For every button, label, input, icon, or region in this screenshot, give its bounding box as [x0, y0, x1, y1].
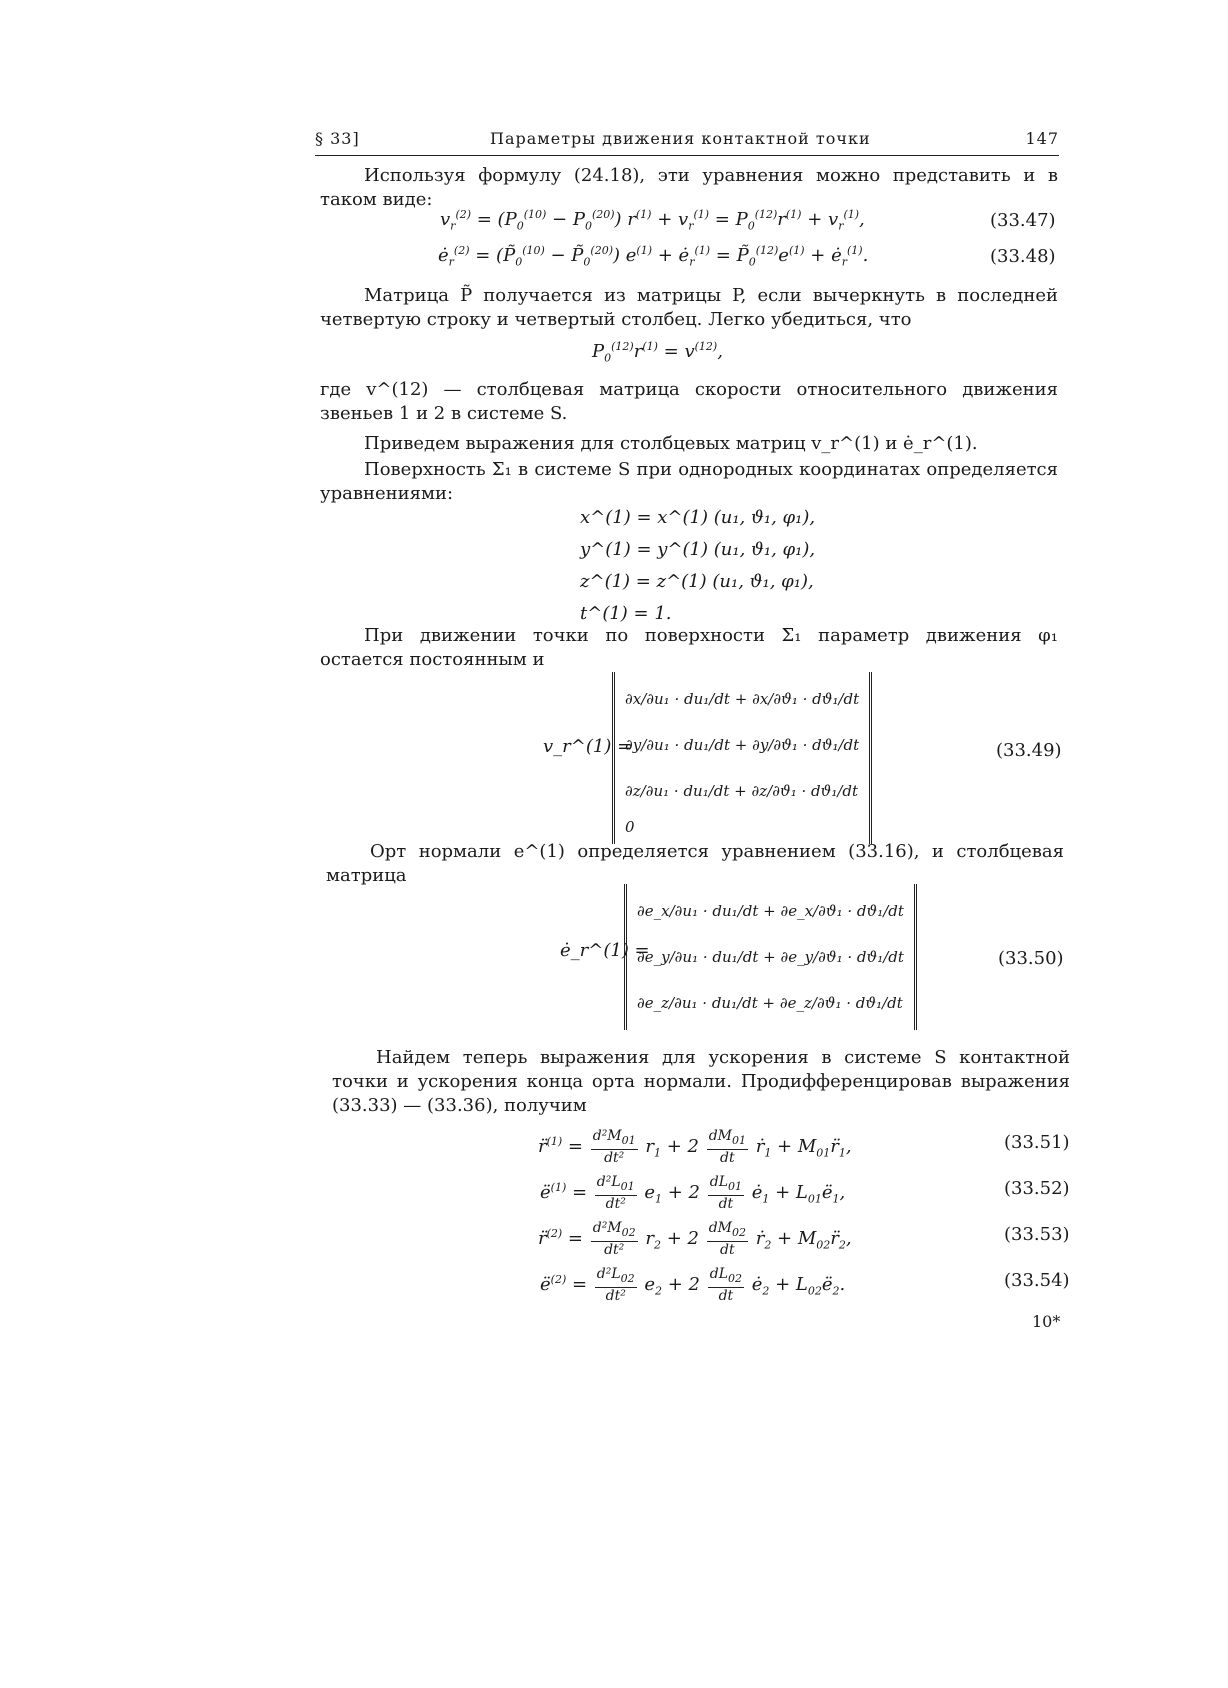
equation-number-33-48: (33.48)	[990, 246, 1056, 267]
surface-equation-z: z^(1) = z^(1) (u₁, ϑ₁, φ₁),	[580, 571, 814, 592]
equation-p12: $P_0^{(12)}r^{(1)} = v^{(12)}$,	[592, 340, 723, 365]
equation-number-33-47: (33.47)	[990, 210, 1056, 231]
paragraph-normal-vector: Орт нормали e^(1) определяется уравнением (33.16), и столбцевая матрица	[326, 841, 1064, 886]
equation-33-54: $ë^{(2)}$ = $\frac{d^2L_{02}}{\text{dt²}}$ $e_2 + 2$ $\frac{dL_{02}}{dt}$ $ė_2$ + $L_{02}ë_2$.	[540, 1266, 846, 1304]
paragraph-intro: Используя формулу (24.18), эти уравнения можно представить и в таком виде:	[320, 165, 1058, 210]
paragraph-relative-velocity: где v^(12) — столбцевая матрица скорости относительного движения звеньев 1 и 2 в системе S.	[320, 379, 1058, 424]
matrix-33-49-row: ∂x/∂u₁ · du₁/dt + ∂x/∂ϑ₁ · dϑ₁/dt	[625, 690, 860, 708]
surface-equation-t: t^(1) = 1.	[580, 603, 672, 624]
equation-33-53: r̈$^{(2)}$ = $\frac{d^2M_{02}}{\text{dt²}}$ $r_2 + 2$ $\frac{dM_{02}}{dt}$ ṙ$_2$ + $M_{02}r̈_2$,	[538, 1220, 852, 1258]
matrix-33-49-row: ∂y/∂u₁ · du₁/dt + ∂y/∂ϑ₁ · dϑ₁/dt	[625, 736, 860, 754]
equation-33-48: $ė_r^{(2)}$ = ($P̃_0^{(10)}$ − $P̃_0^{(20)}$) $e^{(1)}$ + $ė_r^{(1)}$ = $P̃_0^{(12)}e^{(1)}$ + $ė_r^{(1)}$.	[438, 244, 869, 269]
header-page-number: 147	[1025, 129, 1059, 148]
paragraph-column-matrices: Приведем выражения для столбцевых матриц v_r^(1) и ė_r^(1).	[364, 433, 978, 454]
surface-equation-y: y^(1) = y^(1) (u₁, ϑ₁, φ₁),	[580, 539, 816, 560]
equation-number-33-52: (33.52)	[1004, 1178, 1070, 1199]
header-title: Параметры движения контактной точки	[490, 129, 871, 148]
equation-number-33-50: (33.50)	[998, 948, 1064, 969]
matrix-33-50	[624, 884, 917, 1030]
equation-33-50-lhs: ė_r^(1) =	[560, 940, 650, 961]
matrix-33-49	[612, 672, 872, 844]
equation-number-33-54: (33.54)	[1004, 1270, 1070, 1291]
equation-number-33-53: (33.53)	[1004, 1224, 1070, 1245]
running-header	[315, 129, 1059, 156]
matrix-33-50-row: ∂e_x/∂u₁ · du₁/dt + ∂e_x/∂ϑ₁ · dϑ₁/dt	[637, 902, 904, 920]
matrix-33-49-row: ∂z/∂u₁ · du₁/dt + ∂z/∂ϑ₁ · dϑ₁/dt	[625, 782, 859, 800]
matrix-33-50-row: ∂e_z/∂u₁ · du₁/dt + ∂e_z/∂ϑ₁ · dϑ₁/dt	[637, 994, 903, 1012]
equation-33-52: $ë^{(1)}$ = $\frac{d^2L_{01}}{\text{dt²}}$ $e_1 + 2$ $\frac{dL_{01}}{dt}$ $ė_1$ + $L_{01}ë_1$,	[540, 1174, 846, 1212]
equation-number-33-49: (33.49)	[996, 740, 1062, 761]
paragraph-matrix-p: Матрица P̃ получается из матрицы P, если вычеркнуть в последней четвертую строку и четвертый столбец. Легко убедиться, что	[320, 285, 1058, 330]
equation-33-47: $v_r^{(2)} = (P_0^{(10)} - P_0^{(20)}) r^{(1)} + v_r^{(1)} = P_0^{(12)}r^{(1)} + v_r^{(1)}$,	[440, 208, 865, 233]
equation-number-33-51: (33.51)	[1004, 1132, 1070, 1153]
paragraph-motion-point: При движении точки по поверхности Σ₁ параметр движения φ₁ остается постоянным и	[320, 625, 1058, 670]
header-section: § 33]	[315, 129, 360, 148]
surface-equations	[580, 502, 815, 630]
surface-equation-x: x^(1) = x^(1) (u₁, ϑ₁, φ₁),	[580, 507, 816, 528]
signature-mark: 10*	[1032, 1312, 1061, 1331]
paragraph-acceleration: Найдем теперь выражения для ускорения в системе S контактной точки и ускорения конца орта нормали. Продифференцировав выражения (33.33) — (33.36), получим	[332, 1047, 1070, 1116]
matrix-33-50-row: ∂e_y/∂u₁ · du₁/dt + ∂e_y/∂ϑ₁ · dϑ₁/dt	[637, 948, 904, 966]
equation-33-49-lhs: v_r^(1) =	[543, 736, 633, 757]
paragraph-surface: Поверхность Σ₁ в системе S при однородных координатах определяется уравнениями:	[320, 459, 1058, 504]
equation-33-51: r̈$^{(1)}$ = $\frac{d^2M_{01}}{\text{dt²}}$ $r_1 + 2$ $\frac{dM_{01}}{dt}$ ṙ$_1$ + $M_{01}r̈_1$,	[538, 1128, 852, 1166]
matrix-33-49-row: 0	[625, 818, 635, 836]
